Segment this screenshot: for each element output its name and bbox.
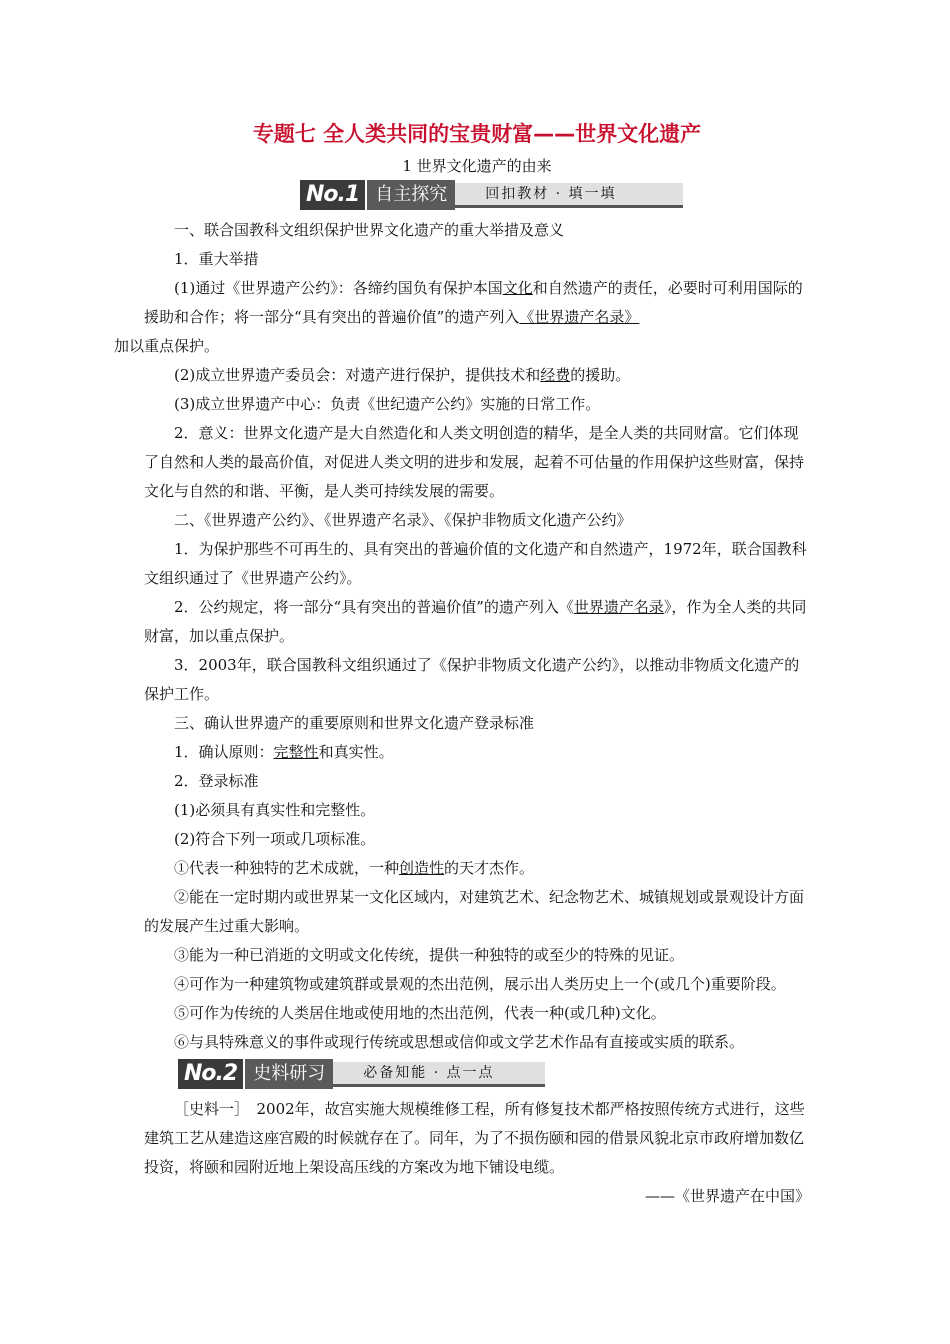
paragraph: (2)符合下列一项或几项标准。 xyxy=(174,830,376,848)
banner-tail: 必备知能 · 点一点 xyxy=(333,1062,545,1087)
paragraph: (1)通过《世界遗产公约》：各缔约国负有保护本国文化和自然遗产的责任，必要时可利用国际的援助和合作；将一部分“具有突出的普遍价值”的遗产列入《世界遗产名录》 加以重点保护。 xyxy=(114,279,803,355)
banner-number: No.2 xyxy=(178,1059,243,1089)
paragraph: ③能为一种已消逝的文明或文化传统，提供一种独特的或至少的特殊的见证。 xyxy=(174,946,685,964)
paragraph: (3)成立世界遗产中心：负责《世纪遗产公约》实施的日常工作。 xyxy=(174,395,601,413)
section-heading: 三、确认世界遗产的重要原则和世界文化遗产登录标准 xyxy=(174,714,535,732)
paragraph: 1．为保护那些不可再生的、具有突出的普遍价值的文化遗产和自然遗产，1972年，联合国教科文组织通过了《世界遗产公约》。 xyxy=(144,540,807,587)
answer-blank: 世界遗产名录 xyxy=(573,598,664,616)
answer-blank: 《世界遗产名录》 xyxy=(519,308,640,326)
answer-blank: 完整性 xyxy=(273,743,319,761)
paragraph: ⑤可作为传统的人类居住地或使用地的杰出范例，代表一种(或几种)文化。 xyxy=(174,1004,666,1022)
answer-blank: 经费 xyxy=(540,366,571,384)
banner-label: 自主探究 xyxy=(365,180,455,210)
section-heading: 一、联合国教科文组织保护世界文化遗产的重大举措及意义 xyxy=(174,221,565,239)
answer-blank: 创造性 xyxy=(399,859,445,877)
banner-label: 史料研习 xyxy=(243,1059,333,1089)
paragraph: ④可作为一种建筑物或建筑群或景观的杰出范例，展示出人类历史上一个(或几个)重要阶段。 xyxy=(174,975,786,993)
page-title: 专题七 全人类共同的宝贵财富——世界文化遗产 xyxy=(252,122,702,146)
paragraph: ［史料一］ 2002年，故宫实施大规模维修工程，所有修复技术都严格按照传统方式进行，这些建筑工艺从建造这座宫殿的时候就存在了。同年，为了不损伤颐和园的借景风貌北京市政府增加数亿投资，将颐和园附近地上架设高压线的方案改为地下铺设电缆。 xyxy=(144,1100,805,1176)
answer-blank: 文化 xyxy=(502,279,533,297)
paragraph: ⑥与具特殊意义的事件或现行传统或思想或信仰或文学艺术作品有直接或实质的联系。 xyxy=(174,1033,745,1051)
paragraph: ②能在一定时期内或世界某一文化区域内，对建筑艺术、纪念物艺术、城镇规划或景观设计方面的发展产生过重大影响。 xyxy=(144,888,805,935)
section-banner-1 xyxy=(300,180,810,210)
paragraph: 2．意义：世界文化遗产是大自然造化和人类文明创造的精华，是全人类的共同财富。它们体现了自然和人类的最高价值，对促进人类文明的进步和发展，起着不可估量的作用保护这些财富，保持文化与自然的和谐、平衡，是人类可持续发展的需要。 xyxy=(144,424,805,500)
paragraph: 1．确认原则：完整性和真实性。 xyxy=(174,743,394,761)
paragraph: (2)成立世界遗产委员会：对遗产进行保护，提供技术和经费的援助。 xyxy=(174,366,631,384)
section-heading: 二、《世界遗产公约》、《世界遗产名录》、《保护非物质文化遗产公约》 xyxy=(174,511,632,529)
paragraph: 3．2003年，联合国教科文组织通过了《保护非物质文化遗产公约》，以推动非物质文化遗产的保护工作。 xyxy=(144,656,800,703)
section-banner-2 xyxy=(178,1059,810,1089)
paragraph: 2．登录标准 xyxy=(174,772,259,790)
document-page xyxy=(114,118,810,1211)
paragraph: 2．公约规定，将一部分“具有突出的普遍价值”的遗产列入《世界遗产名录》，作为全人类的共同财富，加以重点保护。 xyxy=(144,598,807,645)
paragraph: 1．重大举措 xyxy=(174,250,259,268)
paragraph: (1)必须具有真实性和完整性。 xyxy=(174,801,376,819)
banner-tail: 回扣教材 · 填一填 xyxy=(455,183,683,208)
banner-number: No.1 xyxy=(300,180,365,210)
citation-source: ——《世界遗产在中国》 xyxy=(644,1187,810,1205)
paragraph: ①代表一种独特的艺术成就，一种创造性的天才杰作。 xyxy=(174,859,535,877)
page-subtitle: 1 世界文化遗产的由来 xyxy=(402,157,552,175)
